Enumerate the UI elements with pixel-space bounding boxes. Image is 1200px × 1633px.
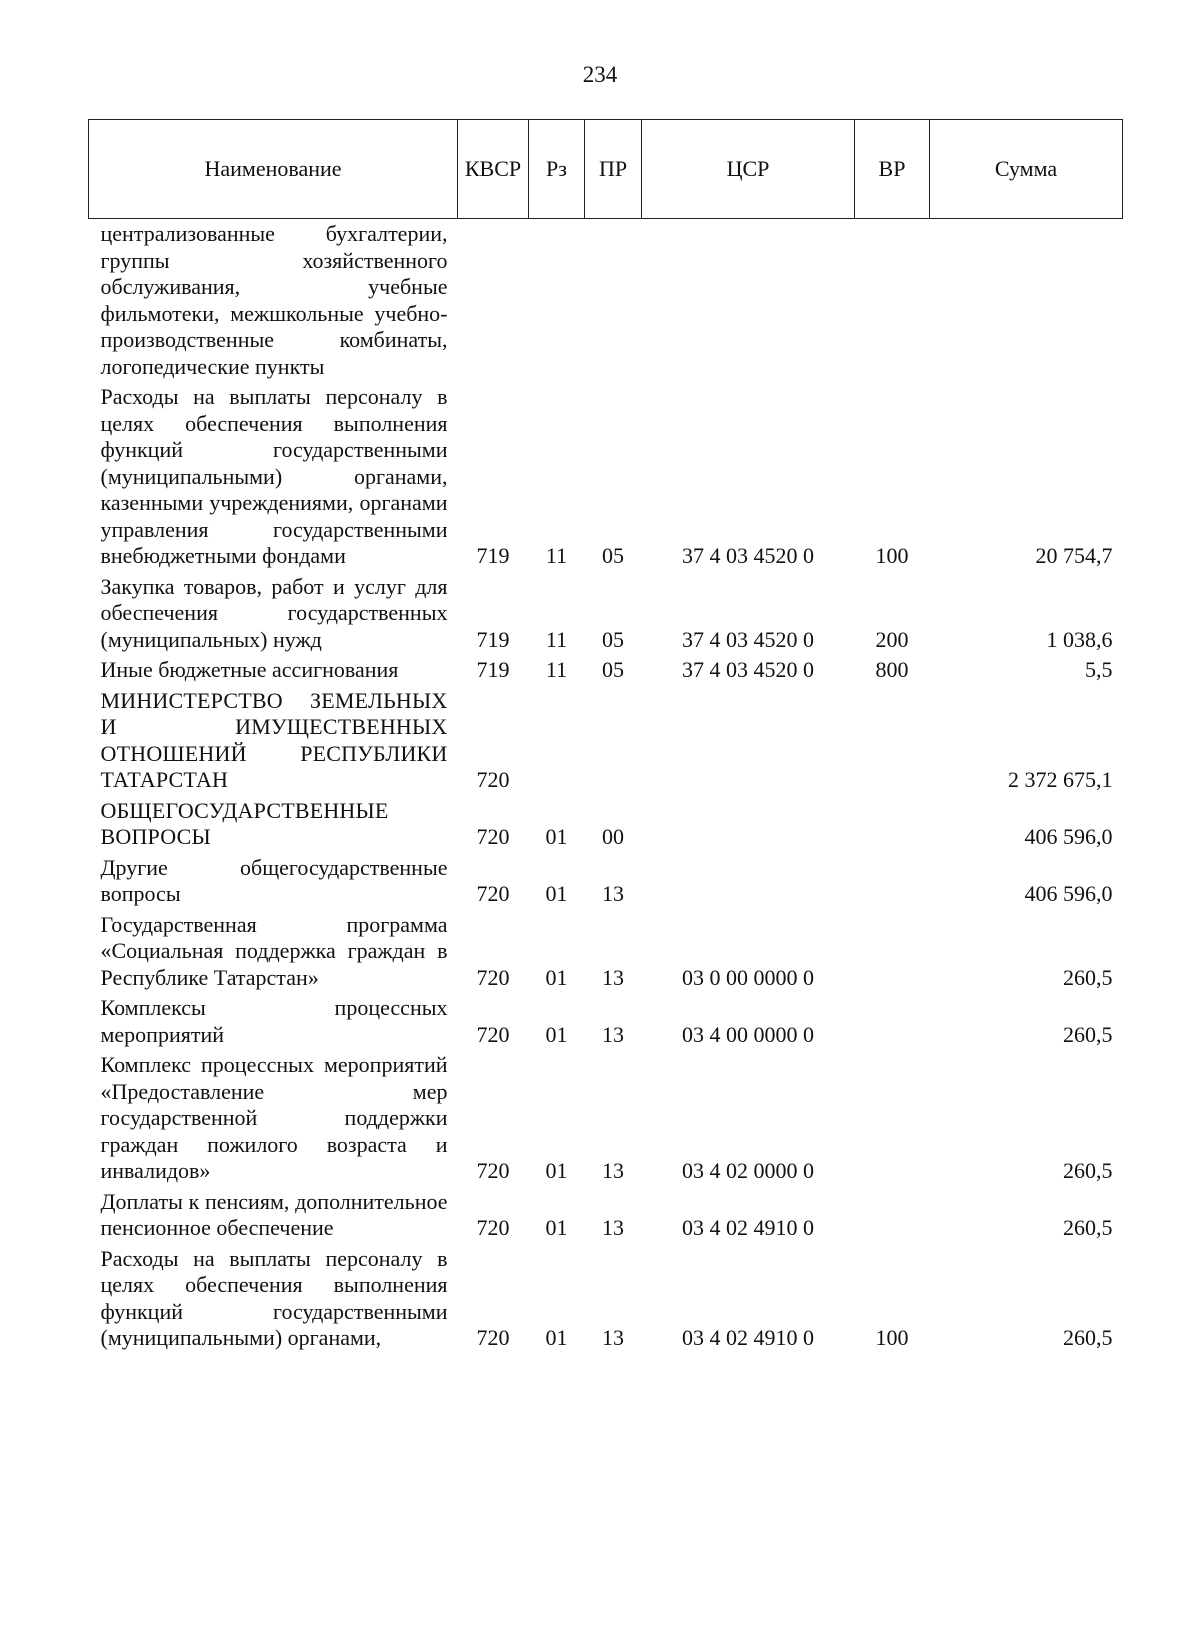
cell-name: Расходы на выплаты персоналу в целях обеспечения выполнения функций государственными (муниципальными) органами,	[100, 1245, 448, 1350]
cell-kvsr: 719	[476, 626, 510, 652]
cell-name: ОБЩЕГОСУДАРСТВЕННЫЕ ВОПРОСЫ	[100, 797, 389, 849]
cell-pr: 13	[602, 881, 624, 906]
cell-name: Закупка товаров, работ и услуг для обеспечения государственных (муниципальных) нужд	[100, 573, 448, 652]
cell-rz	[529, 219, 585, 383]
cell-csr	[642, 853, 855, 910]
cell-rz: 01	[545, 881, 568, 906]
cell-pr: 13	[602, 1021, 624, 1047]
cell-pr: 05	[602, 543, 624, 568]
column-header-kvsr: КВСР	[458, 120, 529, 219]
cell-name: Доплаты к пенсиям, дополнительное пенсионное обеспечение	[100, 1188, 448, 1240]
cell-kvsr: 720	[476, 1325, 510, 1350]
cell-vr	[855, 853, 930, 910]
cell-kvsr: 720	[476, 964, 510, 990]
cell-kvsr	[458, 219, 529, 383]
column-header-sum: Сумма	[930, 120, 1123, 219]
cell-vr	[855, 910, 930, 994]
cell-rz: 11	[545, 626, 568, 652]
cell-vr	[855, 219, 930, 383]
cell-pr: 13	[602, 964, 624, 990]
cell-vr: 800	[875, 657, 909, 682]
cell-name: Иные бюджетные ассигнования	[100, 657, 399, 682]
cell-sum: 406 596,0	[1024, 824, 1113, 849]
cell-sum	[930, 219, 1123, 383]
cell-sum: 260,5	[1063, 1215, 1113, 1240]
cell-kvsr: 720	[476, 1021, 510, 1047]
cell-sum: 20 754,7	[1035, 543, 1113, 568]
table-row	[89, 1187, 1123, 1244]
table-row	[89, 910, 1123, 994]
cell-vr: 100	[875, 543, 909, 568]
cell-rz	[529, 686, 585, 796]
cell-name: Комплекс процессных мероприятий «Предоставление мер государственной поддержки граждан пожилого возраста и инвалидов»	[100, 1052, 448, 1183]
cell-kvsr: 720	[476, 881, 510, 906]
cell-name: централизованные бухгалтерии, группы хозяйственного обслуживания, учебные фильмотеки, межшкольные учебно-производственные комбинаты, логопедические пункты	[100, 221, 448, 379]
table-row	[89, 572, 1123, 656]
table-header	[89, 120, 1123, 219]
cell-rz: 01	[545, 1325, 568, 1350]
cell-sum: 260,5	[1063, 1021, 1113, 1047]
cell-rz: 11	[545, 543, 568, 568]
cell-name: Государственная программа «Социальная поддержка граждан в Республике Татарстан»	[100, 911, 448, 990]
cell-csr: 37 4 03 4520 0	[682, 657, 814, 682]
cell-vr	[855, 1050, 930, 1187]
column-header-pr: ПР	[585, 120, 642, 219]
cell-kvsr: 719	[476, 543, 510, 568]
cell-csr	[642, 796, 855, 853]
cell-rz: 01	[545, 1021, 568, 1047]
cell-vr	[855, 686, 930, 796]
cell-pr: 00	[602, 824, 624, 849]
cell-name: Другие общегосударственные вопросы	[100, 854, 448, 906]
cell-pr: 13	[602, 1325, 624, 1350]
cell-sum: 2 372 675,1	[1008, 767, 1113, 792]
column-header-vr: ВР	[855, 120, 930, 219]
page-number: 234	[582, 62, 618, 87]
table-row	[89, 1050, 1123, 1187]
cell-pr	[585, 219, 642, 383]
cell-csr: 37 4 03 4520 0	[682, 626, 814, 652]
table-row	[89, 1244, 1123, 1354]
column-header-csr: ЦСР	[642, 120, 855, 219]
cell-rz: 01	[545, 1158, 568, 1183]
cell-name: МИНИСТЕРСТВО ЗЕМЕЛЬНЫХ И ИМУЩЕСТВЕННЫХ ОТНОШЕНИЙ РЕСПУБЛИКИ ТАТАРСТАН	[100, 687, 448, 792]
cell-kvsr: 720	[476, 1158, 510, 1183]
cell-kvsr: 720	[476, 1215, 510, 1240]
cell-csr: 03 4 02 4910 0	[682, 1215, 814, 1240]
cell-csr: 03 4 00 0000 0	[682, 1021, 814, 1047]
cell-kvsr: 720	[476, 824, 510, 849]
cell-vr	[855, 993, 930, 1050]
cell-sum: 1 038,6	[1046, 626, 1113, 652]
cell-pr: 13	[602, 1215, 624, 1240]
cell-sum: 406 596,0	[1024, 881, 1113, 906]
cell-name: Комплексы процессных мероприятий	[100, 995, 448, 1047]
cell-name: Расходы на выплаты персоналу в целях обеспечения выполнения функций государственными (муниципальными) органами, казенными учреждениями, органами управления государственными внебюджетными фондами	[100, 384, 448, 568]
cell-rz: 01	[545, 1215, 568, 1240]
table-row	[89, 686, 1123, 796]
cell-pr: 13	[602, 1158, 624, 1183]
table-body	[89, 219, 1123, 1354]
cell-vr: 200	[875, 626, 909, 652]
cell-csr: 03 4 02 0000 0	[682, 1158, 814, 1183]
cell-pr: 05	[602, 657, 624, 682]
cell-vr	[855, 796, 930, 853]
cell-kvsr: 719	[476, 657, 510, 682]
table-row	[89, 796, 1123, 853]
cell-csr: 03 4 02 4910 0	[682, 1325, 814, 1350]
cell-pr	[585, 686, 642, 796]
table-row	[89, 382, 1123, 572]
cell-sum: 5,5	[1085, 657, 1113, 682]
table-row	[89, 993, 1123, 1050]
cell-vr	[855, 1187, 930, 1244]
cell-rz: 01	[545, 964, 568, 990]
cell-csr: 03 0 00 0000 0	[682, 964, 814, 990]
cell-sum: 260,5	[1063, 1325, 1113, 1350]
table-row	[89, 219, 1123, 383]
cell-kvsr: 720	[476, 767, 510, 792]
cell-sum: 260,5	[1063, 1158, 1113, 1183]
budget-table	[88, 119, 1123, 1354]
cell-rz: 11	[545, 657, 568, 682]
cell-vr: 100	[875, 1325, 909, 1350]
column-header-rz: Рз	[529, 120, 585, 219]
cell-sum: 260,5	[1063, 964, 1113, 990]
cell-csr	[642, 219, 855, 383]
cell-csr	[642, 686, 855, 796]
table-row	[89, 655, 1123, 686]
cell-csr: 37 4 03 4520 0	[682, 543, 814, 568]
column-header-name: Наименование	[89, 120, 458, 219]
table-row	[89, 853, 1123, 910]
cell-pr: 05	[602, 626, 624, 652]
cell-rz: 01	[545, 824, 568, 849]
